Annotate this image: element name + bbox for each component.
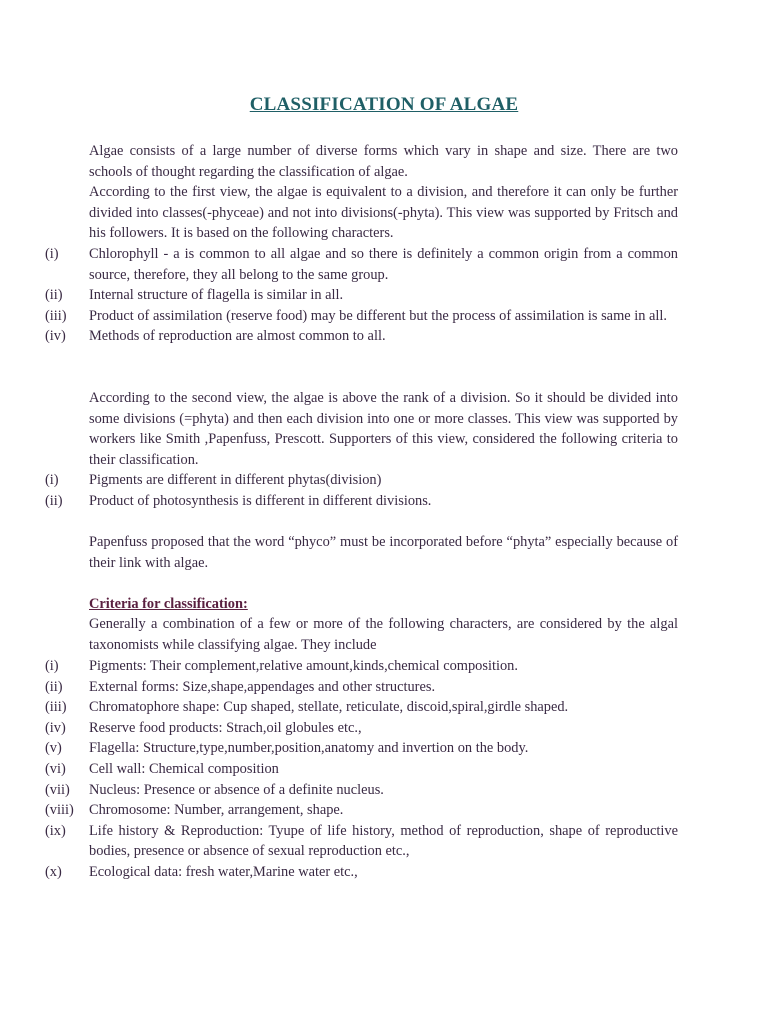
list-marker: (ii) [45, 287, 63, 304]
list-item-text: Methods of reproduction are almost common to all. [89, 328, 386, 345]
list-marker: (i) [45, 246, 59, 262]
list-item [45, 862, 678, 883]
list-item [45, 306, 678, 327]
list-item [45, 800, 678, 821]
list-item [45, 759, 678, 780]
list-item [45, 677, 678, 698]
list-item-text: Pigments: Their complement,relative amount,kinds,chemical composition. [89, 658, 518, 674]
list-marker: (iii) [45, 307, 67, 324]
list-item [45, 697, 678, 718]
intro-paragraph: Algae consists of a large number of diverse forms which vary in shape and size. There are two schools of thought regarding the classification of algae. [89, 143, 678, 180]
list-marker: (v) [45, 740, 62, 757]
list-marker: (ix) [45, 822, 66, 839]
criteria-heading: Criteria for classification: [89, 596, 248, 612]
list-item [45, 821, 678, 862]
first-view-list [45, 244, 678, 347]
second-view-paragraph: According to the second view, the algae is above the rank of a division. So it should be divided into some divisions (=phyta) and then each division into one or more classes. This view was supported by workers like Smith ,Papenfuss, Prescott. Supporters of this view, considered the following criteria to their classification. [89, 390, 678, 468]
criteria-paragraph: Generally a combination of a few or more of the following characters, are considered by the algal taxonomists while classifying algae. They include [89, 616, 678, 653]
list-marker: (i) [45, 472, 59, 488]
list-item-text: Nucleus: Presence or absence of a definite nucleus. [89, 781, 384, 798]
list-marker: (i) [45, 658, 59, 674]
list-marker: (x) [45, 863, 62, 880]
list-item [45, 738, 678, 759]
list-item [45, 470, 678, 491]
list-marker: (ii) [45, 492, 63, 509]
list-marker: (vi) [45, 760, 66, 777]
list-item [45, 491, 678, 512]
list-item-text: Product of photosynthesis is different in different divisions. [89, 492, 432, 509]
list-item-text: Chromosome: Number, arrangement, shape. [89, 802, 344, 819]
list-item-text: Flagella: Structure,type,number,position,anatomy and invertion on the body. [89, 740, 529, 757]
papenfuss-paragraph: Papenfuss proposed that the word “phyco” must be incorporated before “phyta” especially because of their link with algae. [89, 534, 678, 571]
list-item-text: Pigments are different in different phytas(division) [89, 472, 382, 488]
list-item [45, 326, 678, 347]
list-item-text: Chlorophyll - a is common to all algae and so there is definitely a common origin from a common source, therefore, they all belong to the same group. [89, 246, 678, 283]
list-item [45, 718, 678, 739]
document-title: CLASSIFICATION OF ALGAE [249, 94, 519, 115]
list-marker: (ii) [45, 678, 63, 695]
list-marker: (iv) [45, 328, 66, 345]
list-item [45, 285, 678, 306]
list-marker: (iii) [45, 699, 67, 716]
list-marker: (vii) [45, 781, 70, 798]
list-item-text: Cell wall: Chemical composition [89, 760, 279, 777]
list-item-text: Ecological data: fresh water,Marine water etc., [89, 863, 358, 880]
list-item [45, 780, 678, 801]
list-marker: (viii) [45, 802, 74, 819]
list-item-text: Internal structure of flagella is similar in all. [89, 287, 344, 304]
second-view-list [45, 470, 678, 511]
list-item-text: External forms: Size,shape,appendages and other structures. [89, 678, 436, 695]
list-item [45, 656, 678, 677]
list-item [45, 244, 678, 285]
list-item-text: Chromatophore shape: Cup shaped, stellate, reticulate, discoid,spiral,girdle shaped. [89, 699, 569, 716]
list-marker: (iv) [45, 719, 66, 736]
first-view-paragraph: According to the first view, the algae is equivalent to a division, and therefore it can only be further divided into classes(-phyceae) and not into divisions(-phyta). This view was supported by Fritsch and his followers. It is based on the following characters. [89, 184, 678, 242]
list-item-text: Life history & Reproduction: Tyupe of life history, method of reproduction, shape of reproductive bodies, presence or absence of sexual reproduction etc., [89, 822, 678, 860]
list-item-text: Reserve food products: Strach,oil globules etc., [89, 719, 362, 736]
list-item-text: Product of assimilation (reserve food) may be different but the process of assimilation is same in all. [89, 307, 668, 324]
criteria-list [45, 656, 678, 883]
